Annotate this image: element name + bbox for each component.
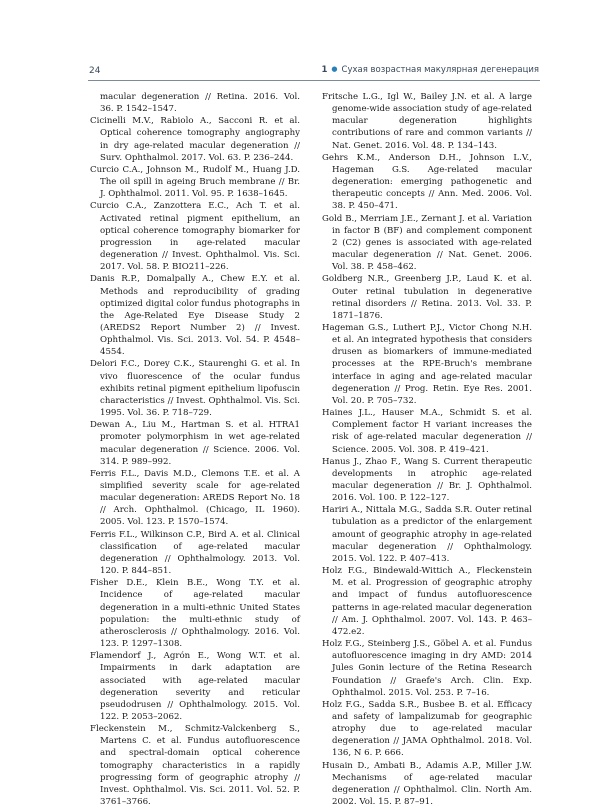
reference-entry: Flamendorf J., Agrón E., Wong W.T. et al. Impairments in dark adaptation are associated with age-related macular degeneration severity and reticular pseudodrusen // Ophthalmology. 2015. Vol. 122. P. 2053–2062. <box>90 651 300 722</box>
references-right-column <box>322 91 532 808</box>
reference-entry: Hanus J., Zhao F., Wang S. Current therapeutic developments in atrophic age-related macular degeneration // Br. J. Ophthalmol. 2016. Vol. 100. P. 122–127. <box>322 456 532 504</box>
reference-entry: Ferris F.L., Wilkinson C.P., Bird A. et al. Clinical classification of age-related macular degeneration // Ophthalmology. 2013. Vol. 120. P. 844–851. <box>90 529 300 577</box>
reference-entry: Holz F.G., Steinberg J.S., Göbel A. et al. Fundus autofluorescence imaging in dry AMD: 2014 Jules Gonin lecture of the Retina Research Foundation // Graefe's Arch. Clin. Exp. Ophthalmol. 2015. Vol. 253. P. 7–16. <box>322 639 532 698</box>
reference-entry: Holz F.G., Sadda S.R., Busbee B. et al. Efficacy and safety of lampalizumab for geographic atrophy due to age-related macular degeneration // JAMA Ophthalmol. 2018. Vol. 136, N 6. P. 666. <box>322 699 532 759</box>
chapter-title: Сухая возрастная макулярная дегенерация <box>341 65 539 75</box>
references-left-column <box>90 91 300 808</box>
reference-entry: Dewan A., Liu M., Hartman S. et al. HTRA1 promoter polymorphism in wet age-related macular degeneration // Science. 2006. Vol. 314. P. 989–992. <box>90 420 300 467</box>
reference-entry: Fleckenstein M., Schmitz-Valckenberg S., Martens C. et al. Fundus autofluorescence and spectral-domain optical coherence tomography characteristics in a rapidly progressing form of geographic atrophy // Invest. Ophthalmol. Vis. Sci. 2011. Vol. 52. P. 3761–3766. <box>90 724 300 808</box>
running-head <box>321 65 539 75</box>
header-rule <box>88 80 540 81</box>
reference-entry: Gehrs K.M., Anderson D.H., Johnson L.V., Hageman G.S. Age-related macular degeneration: emerging pathogenetic and therapeutic concepts // Ann. Med. 2006. Vol. 38. P. 450–471. <box>322 152 532 212</box>
reference-entry: Curcio C.A., Zanzottera E.C., Ach T. et al. Activated retinal pigment epithelium, an optical coherence tomography biomarker for progression in age-related macular degeneration // Invest. Ophthalmol. Vis. Sci. 2017. Vol. 58. P. BIO211–226. <box>90 201 300 273</box>
bullet-icon: ● <box>331 65 338 73</box>
reference-entry: Danis R.P., Domalpally A., Chew E.Y. et al. Methods and reproducibility of grading optimized digital color fundus photographs in the Age-Related Eye Disease Study 2 (AREDS2 Report Number 2) // Invest. Ophthalmol. Vis. Sci. 2013. Vol. 54. P. 4548–4554. <box>90 274 300 358</box>
reference-entry: Husain D., Ambati B., Adamis A.P., Miller J.W. Mechanisms of age-related macular degeneration // Ophthalmol. Clin. North Am. 2002. Vol. 15. P. 87–91. <box>322 760 532 808</box>
reference-entry: Ferris F.L., Davis M.D., Clemons T.E. et al. A simplified severity scale for age-related macular degeneration: AREDS Report No. 18 // Arch. Ophthalmol. (Chicago, IL 1960). 2005. Vol. 123. P. 1570–1574. <box>90 468 300 528</box>
reference-entry: Goldberg N.R., Greenberg J.P., Laud K. et al. Outer retinal tubulation in degenerative retinal disorders // Retina. 2013. Vol. 33. P. 1871–1876. <box>322 274 532 321</box>
reference-entry: Delori F.C., Dorey C.K., Staurenghi G. et al. In vivo fluorescence of the ocular fundus exhibits retinal pigment epithelium lipofuscin characteristics // Invest. Ophthalmol. Vis. Sci. 1995. Vol. 36. P. 718–729. <box>90 359 300 419</box>
reference-entry: Holz F.G., Bindewald-Wittich A., Fleckenstein M. et al. Progression of geographic atrophy and impact of fundus autofluorescence patterns in age-related macular degeneration // Am. J. Ophthalmol. 2007. Vol. 143. P. 463–472.e2. <box>322 566 532 637</box>
reference-entry: Hageman G.S., Luthert P.J., Victor Chong N.H. et al. An integrated hypothesis that considers drusen as biomarkers of immune-mediated processes at the RPE-Bruch's membrane interface in aging and age-related macular degeneration // Prog. Retin. Eye Res. 2001. Vol. 20. P. 705–732. <box>322 322 532 406</box>
reference-entry: macular degeneration // Retina. 2016. Vol. 36. P. 1542–1547. <box>100 92 300 115</box>
reference-entry: Curcio C.A., Johnson M., Rudolf M., Huang J.D. The oil spill in ageing Bruch membrane // Br. J. Ophthalmol. 2011. Vol. 95. P. 1638–1645. <box>90 164 300 200</box>
reference-entry: Cicinelli M.V., Rabiolo A., Sacconi R. et al. Optical coherence tomography angiography in dry age-related macular degeneration // Surv. Ophthalmol. 2017. Vol. 63. P. 236–244. <box>90 116 300 163</box>
reference-entry: Haines J.L., Hauser M.A., Schmidt S. et al. Complement factor H variant increases the risk of age-related macular degeneration // Science. 2005. Vol. 308. P. 419–421. <box>322 408 532 455</box>
chapter-number: 1 <box>321 65 328 75</box>
reference-entry: Fritsche L.G., Igl W., Bailey J.N. et al. A large genome-wide association study of age-related macular degeneration highlights contributions of rare and common variants // Nat. Genet. 2016. Vol. 48. P. 134–143. <box>322 92 532 151</box>
reference-entry: Hariri A., Nittala M.G., Sadda S.R. Outer retinal tubulation as a predictor of the enlargement amount of geographic atrophy in age-related macular degeneration // Ophthalmology. 2015. Vol. 122. P. 407–413. <box>322 505 532 564</box>
reference-entry: Gold B., Merriam J.E., Zernant J. et al. Variation in factor B (BF) and complement component 2 (C2) genes is associated with age-related macular degeneration // Nat. Genet. 2006. Vol. 38. P. 458–462. <box>322 213 532 273</box>
page-number: 24 <box>89 66 101 76</box>
reference-entry: Fisher D.E., Klein B.E., Wong T.Y. et al. Incidence of age-related macular degeneration in a multi-ethnic United States population: the multi-ethnic study of atherosclerosis // Ophthalmology. 2016. Vol. 123. P. 1297–1308. <box>90 578 300 650</box>
